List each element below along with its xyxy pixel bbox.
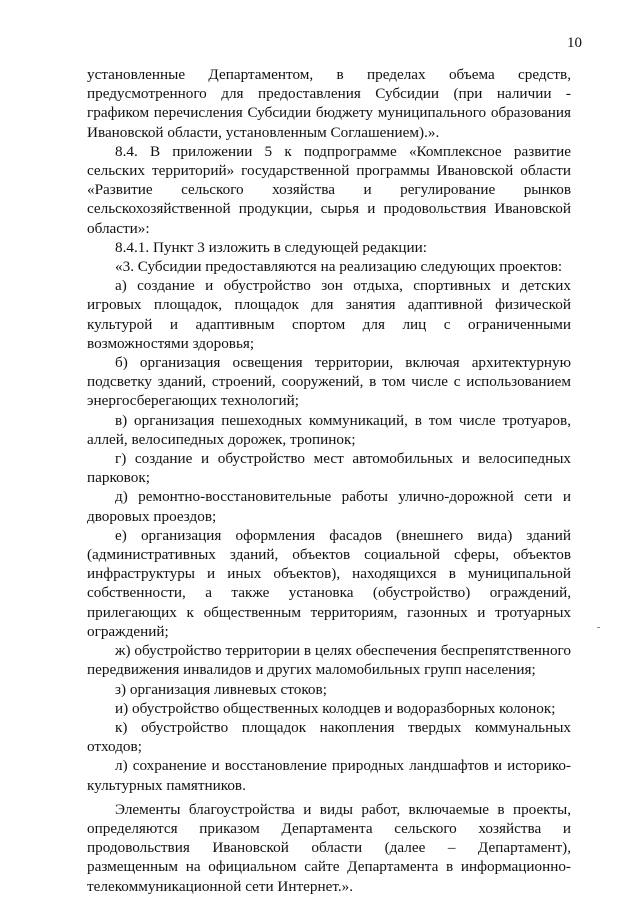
list-item-g: г) создание и обустройство мест автомобильных и велосипедных парковок; [87,450,571,487]
list-item-i: и) обустройство общественных колодцев и водоразборных колонок; [115,699,556,717]
list-item-e: е) организация оформления фасадов (внешнего вида) зданий (административных зданий, объектов социальной сферы, объектов инфраструктуры и иных объектов), находящихся в муниципальной собственности, а также установка (обустройство) ограждений, прилегающих к общественным территориям, газонных и тротуарных ограждений; [87,526,571,640]
list-item-b: б) организация освещения территории, включая архитектурную подсветку зданий, строений, сооружений, в том числе с использованием энергосберегающих технологий; [87,354,571,410]
list-item-z: з) организация ливневых стоков; [115,680,327,698]
list-item-l: л) сохранение и восстановление природных ландшафтов и историко-культурных памятников. [87,757,571,794]
list-item-v: в) организация пешеходных коммуникаций, в том числе тротуаров, аллей, велосипедных дорожек, тропинок; [87,411,571,448]
paragraph-closing: Элементы благоустройства и виды работ, включаемые в проекты, определяются приказом Департамента сельского хозяйства и продовольствия Ивановской области (далее – Департамент), размещенным на официальном сайте Департамента в информационно-телекоммуникационной сети Интернет.». [87,800,571,895]
paragraph-8-4: 8.4. В приложении 5 к подпрограмме «Комплексное развитие сельских территорий» государственной программы Ивановской области «Развитие сельского хозяйства и регулирование рынков сельскохозяйственной продукции, сырья и продовольствия Ивановской области»: [87,142,571,237]
list-item-k: к) обустройство площадок накопления твердых коммунальных отходов; [87,718,571,756]
document-body [87,65,571,896]
paragraph-subsidy-terms: установленные Департаментом, в пределах объема средств, предусмотренного для предоставления Субсидии (при наличии - графиком перечисления Субсидии бюджету муниципального образования Ивановской области, установленным Соглашением).». [87,66,571,141]
page-number: 10 [567,35,582,51]
paragraph-8-4-1: 8.4.1. Пункт 3 изложить в следующей редакции: [115,238,428,256]
paragraph-item-3: «3. Субсидии предоставляются на реализацию следующих проектов: [115,258,563,276]
list-item-zh: ж) обустройство территории в целях обеспечения беспрепятственного передвижения инвалидов и других маломобильных групп населения; [87,642,571,679]
list-item-d: д) ремонтно-восстановительные работы улично-дорожной сети и дворовых проездов; [87,488,571,525]
scan-mark [597,627,600,628]
list-item-a: а) создание и обустройство зон отдыха, спортивных и детских игровых площадок, площадок для занятия адаптивной физической культурой и адаптивным спортом для лиц с ограниченными возможностями здоровья; [87,277,571,352]
